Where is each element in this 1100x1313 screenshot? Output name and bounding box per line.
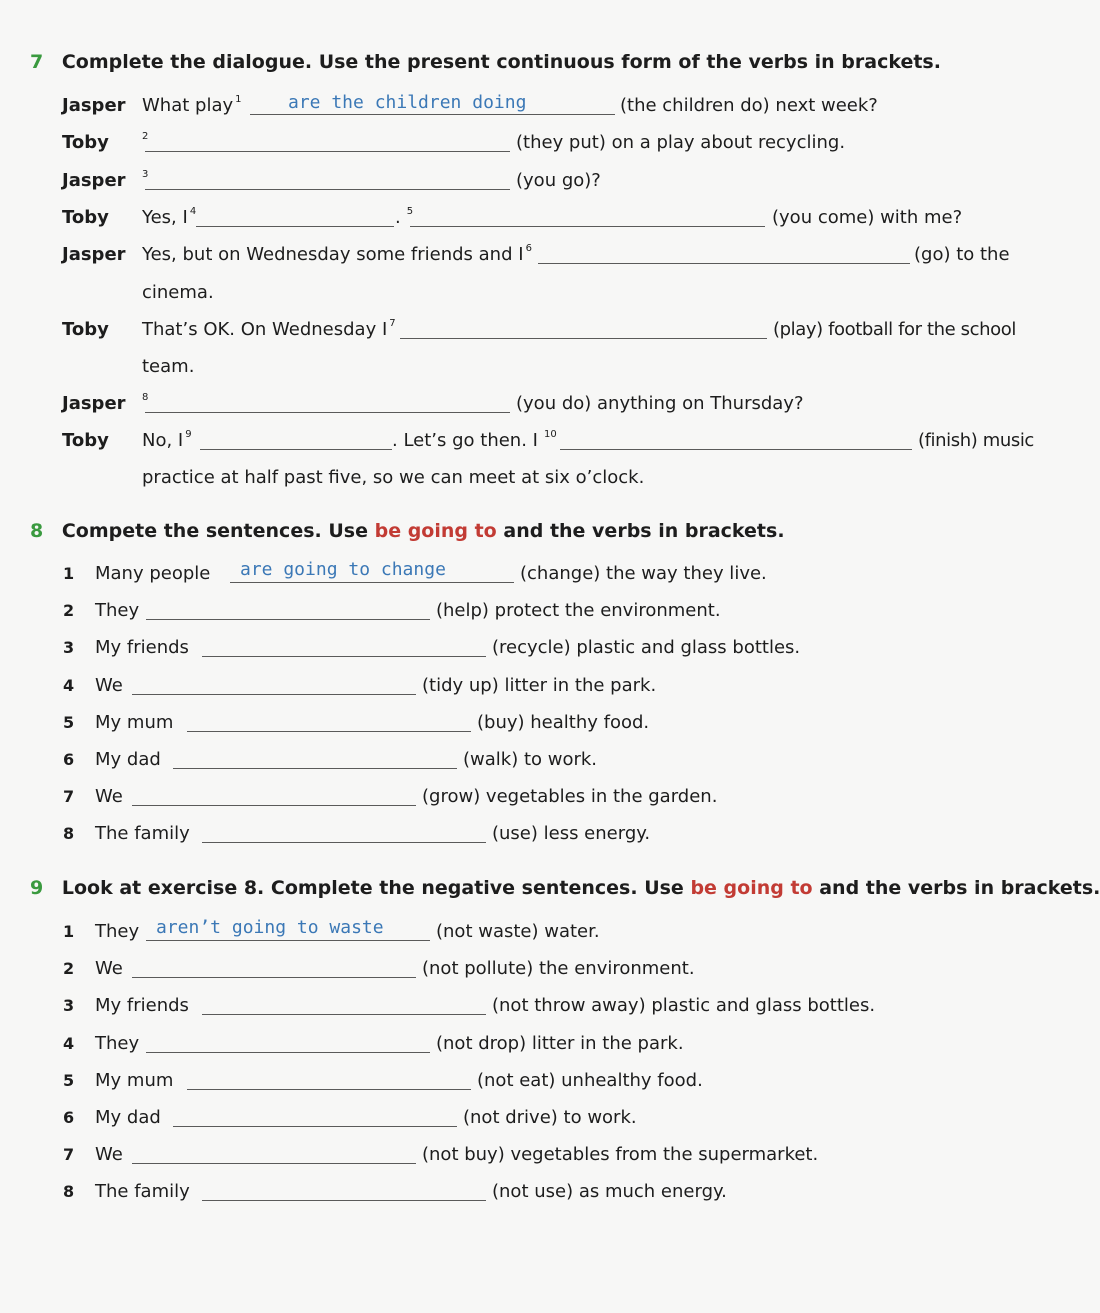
verb-hint: (walk) to work. bbox=[463, 749, 598, 770]
verb-hint: (not eat) unhealthy food. bbox=[477, 1069, 703, 1091]
verb-hint: (not buy) vegetables from the supermarket. bbox=[422, 1144, 819, 1166]
sentence-subject: They bbox=[95, 600, 140, 622]
blank-number: 3 bbox=[142, 169, 149, 180]
item-number: 6 bbox=[63, 750, 75, 769]
answer-blank-10[interactable] bbox=[560, 449, 912, 450]
handwritten-answer: aren’t going to waste bbox=[156, 917, 384, 938]
blank-number: 9 bbox=[185, 429, 192, 440]
blank-number: 2 bbox=[142, 131, 149, 142]
answer-blank[interactable] bbox=[187, 731, 471, 732]
sentence-subject: The family bbox=[95, 1181, 190, 1203]
item-number: 3 bbox=[63, 996, 75, 1016]
answer-blank[interactable] bbox=[202, 842, 486, 843]
dialogue-text bbox=[140, 392, 148, 419]
sentence-subject: My dad bbox=[95, 749, 161, 770]
answer-blank-7[interactable] bbox=[400, 338, 767, 339]
verb-hint: (grow) vegetables in the garden. bbox=[422, 786, 718, 808]
handwritten-answer: are going to change bbox=[240, 559, 446, 580]
verb-hint: (recycle) plastic and glass bottles. bbox=[492, 637, 801, 659]
exercise-number: 8 bbox=[30, 520, 44, 542]
verb-hint: (not drop) litter in the park. bbox=[436, 1032, 684, 1054]
verb-hint: (not throw away) plastic and glass bottles. bbox=[492, 995, 876, 1017]
verb-hint: (finish) music bbox=[918, 430, 1034, 451]
answer-blank[interactable] bbox=[146, 940, 430, 941]
answer-blank[interactable] bbox=[132, 805, 416, 806]
speaker-name: Jasper bbox=[62, 170, 126, 191]
exercise-number: 9 bbox=[30, 877, 44, 899]
verb-hint: (not drive) to work. bbox=[463, 1107, 637, 1128]
answer-blank-1[interactable] bbox=[250, 114, 615, 115]
dialogue-continuation: team. bbox=[142, 356, 195, 377]
item-number: 4 bbox=[63, 675, 75, 695]
answer-blank-3[interactable] bbox=[145, 189, 510, 190]
dialogue-text: . Let’s go then. I $^{10}$ bbox=[392, 429, 557, 451]
item-number: 5 bbox=[63, 1070, 75, 1090]
dialogue-text: Yes, I $^4$ bbox=[142, 206, 197, 228]
speaker-name: Toby bbox=[62, 430, 109, 451]
exercise-7-heading bbox=[30, 50, 941, 74]
dialogue-text: Yes, but on Wednesday some friends and I $^6$ bbox=[142, 243, 532, 265]
dialogue-text bbox=[140, 169, 148, 196]
sentence-subject: My dad bbox=[95, 1107, 161, 1128]
item-number: 3 bbox=[63, 638, 75, 658]
verb-hint: (go) to the bbox=[914, 244, 1010, 265]
exercise-instruction: Complete the dialogue. Use the present continuous form of the verbs in brackets. bbox=[61, 51, 941, 73]
sentence-subject: My mum bbox=[95, 1069, 174, 1091]
sentence-subject: We bbox=[95, 674, 123, 696]
sentence-subject: My friends bbox=[95, 995, 189, 1017]
answer-blank-5[interactable] bbox=[410, 226, 765, 227]
verb-hint: (not use) as much energy. bbox=[492, 1181, 727, 1203]
exercise-8-heading: 8 Compete the sentences. Use be going to and the verbs in brackets. bbox=[30, 520, 785, 542]
answer-blank-4[interactable] bbox=[196, 226, 394, 227]
answer-blank[interactable] bbox=[202, 1014, 486, 1015]
speaker-name: Toby bbox=[62, 319, 109, 340]
sentence-subject: My friends bbox=[95, 637, 189, 659]
verb-hint: (buy) healthy food. bbox=[477, 711, 650, 733]
dialogue-text bbox=[140, 131, 148, 158]
sentence-subject: We bbox=[95, 1144, 123, 1166]
answer-blank[interactable] bbox=[187, 1089, 471, 1090]
sentence-subject: They bbox=[95, 921, 140, 942]
answer-blank-6[interactable] bbox=[538, 263, 910, 264]
handwritten-answer: are the children doing bbox=[288, 92, 527, 113]
item-number: 2 bbox=[63, 959, 75, 979]
speaker-name: Jasper bbox=[62, 244, 126, 265]
grammar-highlight: be going to bbox=[374, 520, 497, 542]
dialogue-continuation: practice at half past five, so we can meet at six o’clock. bbox=[142, 467, 645, 488]
item-number: 7 bbox=[63, 787, 75, 807]
item-number: 7 bbox=[63, 1145, 75, 1165]
blank-number: 1 bbox=[235, 94, 242, 105]
answer-blank[interactable] bbox=[173, 1126, 457, 1127]
item-number: 6 bbox=[63, 1108, 75, 1127]
speaker-name: Jasper bbox=[62, 95, 126, 116]
blank-number: 10 bbox=[543, 429, 557, 440]
dialogue-text: That’s OK. On Wednesday I $^7$ bbox=[142, 318, 396, 340]
verb-hint: (you do) anything on Thursday? bbox=[516, 393, 804, 414]
sentence-subject: We bbox=[95, 786, 123, 808]
verb-hint: (play) football for the school bbox=[773, 319, 1016, 340]
blank-number: 7 bbox=[389, 318, 396, 329]
answer-blank[interactable] bbox=[230, 582, 514, 583]
verb-hint: (tidy up) litter in the park. bbox=[422, 674, 657, 696]
verb-hint: (the children do) next week? bbox=[620, 95, 878, 116]
item-number: 2 bbox=[63, 601, 75, 621]
item-number: 5 bbox=[63, 712, 75, 732]
blank-number: 4 bbox=[189, 206, 197, 217]
item-number: 8 bbox=[63, 1182, 75, 1202]
answer-blank[interactable] bbox=[132, 1163, 416, 1164]
answer-blank[interactable] bbox=[202, 1200, 486, 1201]
sentence-subject: The family bbox=[95, 823, 190, 845]
dialogue-continuation: cinema. bbox=[142, 282, 214, 303]
sentence-subject: They bbox=[95, 1032, 140, 1054]
answer-blank[interactable] bbox=[146, 619, 430, 620]
blank-number: 5 bbox=[406, 206, 414, 217]
answer-blank[interactable] bbox=[132, 977, 416, 978]
verb-hint: (they put) on a play about recycling. bbox=[516, 132, 846, 153]
dialogue-text: What play $^1$ bbox=[142, 94, 242, 116]
verb-hint: (not waste) water. bbox=[436, 921, 600, 942]
answer-blank[interactable] bbox=[173, 768, 457, 769]
answer-blank-9[interactable] bbox=[200, 449, 392, 450]
item-number: 1 bbox=[63, 922, 75, 941]
item-number: 1 bbox=[63, 564, 75, 583]
blank-number: 6 bbox=[525, 243, 532, 254]
speaker-name: Toby bbox=[62, 207, 109, 228]
verb-hint: (use) less energy. bbox=[492, 823, 651, 845]
grammar-highlight: be going to bbox=[690, 877, 813, 899]
speaker-name: Jasper bbox=[62, 393, 126, 414]
sentence-subject: Many people bbox=[95, 563, 211, 584]
verb-hint: (change) the way they live. bbox=[520, 563, 767, 584]
blank-number: 8 bbox=[142, 392, 149, 403]
answer-blank-8[interactable] bbox=[145, 412, 510, 413]
answer-blank[interactable] bbox=[146, 1052, 430, 1053]
verb-hint: (help) protect the environment. bbox=[436, 600, 721, 622]
dialogue-text: No, I $^9$ bbox=[142, 429, 192, 451]
dialogue-text: . $^5$ bbox=[395, 206, 414, 228]
exercise-number: 7 bbox=[30, 51, 44, 73]
item-number: 4 bbox=[63, 1033, 75, 1053]
answer-blank[interactable] bbox=[132, 694, 416, 695]
verb-hint: (not pollute) the environment. bbox=[422, 958, 695, 980]
verb-hint: (you go)? bbox=[516, 170, 601, 191]
answer-blank-2[interactable] bbox=[145, 151, 510, 152]
speaker-name: Toby bbox=[62, 132, 109, 153]
item-number: 8 bbox=[63, 824, 75, 844]
answer-blank[interactable] bbox=[202, 656, 486, 657]
sentence-subject: My mum bbox=[95, 711, 174, 733]
verb-hint: (you come) with me? bbox=[772, 207, 963, 228]
exercise-9-heading: 9 Look at exercise 8. Complete the negative sentences. Use be going to and the verbs in brackets. bbox=[30, 877, 1100, 899]
sentence-subject: We bbox=[95, 958, 123, 980]
